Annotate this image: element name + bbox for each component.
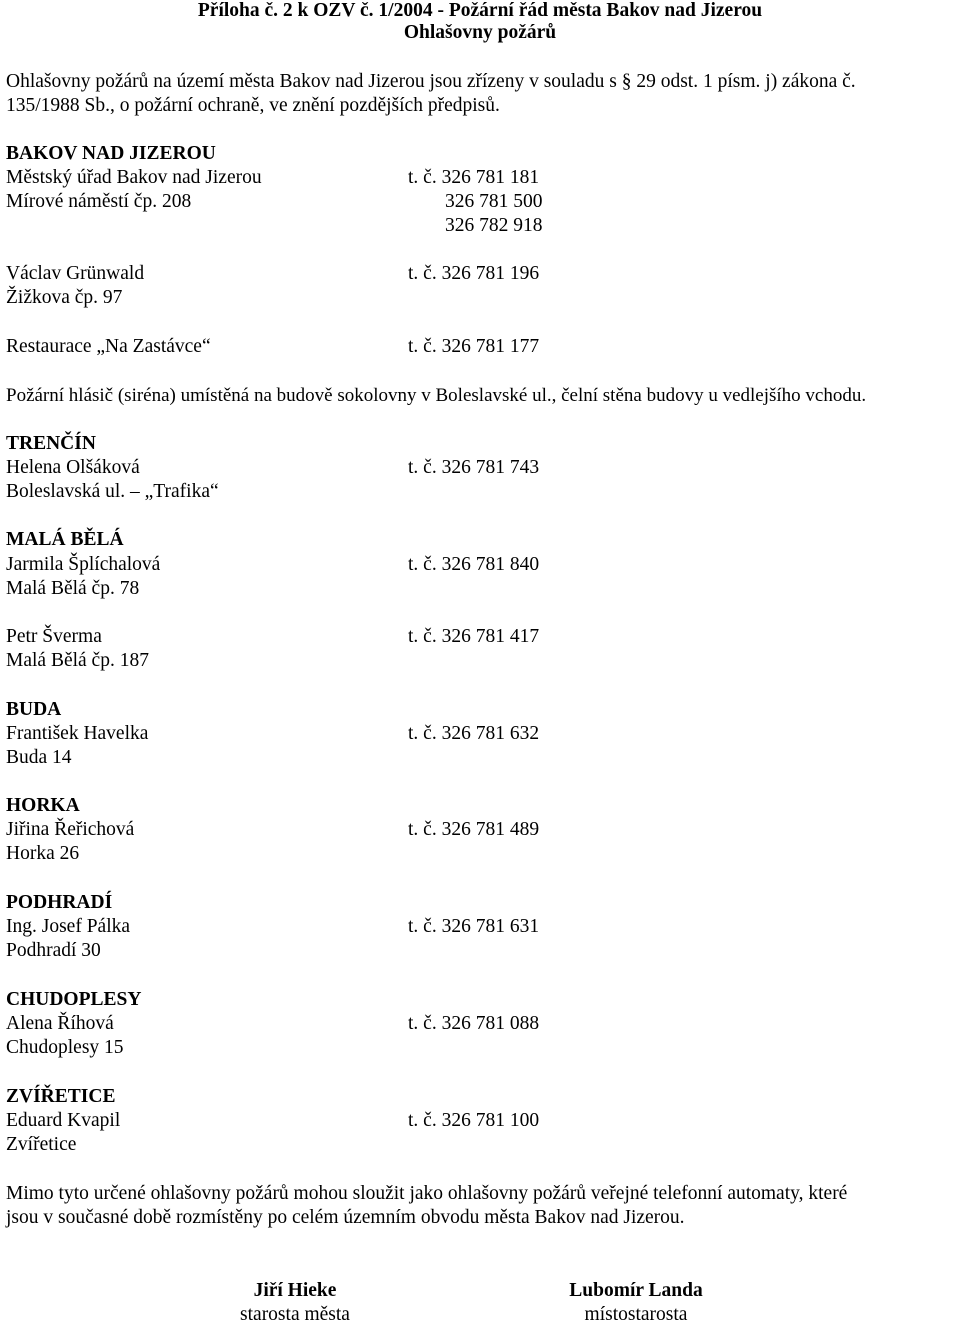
contact-phone: t. č. 326 781 743 xyxy=(408,457,540,478)
office-address: Mírové náměstí čp. 208 xyxy=(6,191,192,212)
contact-address: Horka 26 xyxy=(6,843,80,864)
document-title: Příloha č. 2 k OZV č. 1/2004 - Požární řád města Bakov nad Jizerou xyxy=(197,0,763,21)
contact-address: Zvířetice xyxy=(6,1134,77,1155)
section-heading-horka: HORKA xyxy=(6,795,80,816)
contact-name: František Havelka xyxy=(6,723,149,744)
contact-name: Jiřina Řeřichová xyxy=(6,819,135,840)
section-heading-buda: BUDA xyxy=(6,699,62,720)
contact-phone: t. č. 326 781 840 xyxy=(408,554,540,575)
section-heading-bakov: BAKOV NAD JIZEROU xyxy=(6,143,216,164)
contact-address: Malá Bělá čp. 187 xyxy=(6,650,149,671)
contact-phone: t. č. 326 781 417 xyxy=(408,626,540,647)
signature-left-name: Jiří Hieke xyxy=(253,1280,337,1301)
contact-name: Eduard Kvapil xyxy=(6,1110,121,1131)
contact-name: Ing. Josef Pálka xyxy=(6,916,131,937)
contact-phone: t. č. 326 781 100 xyxy=(408,1110,540,1131)
contact-address: Buda 14 xyxy=(6,747,72,768)
contact-address: Boleslavská ul. – „Trafika“ xyxy=(6,481,219,502)
contact-name: Jarmila Šplíchalová xyxy=(6,554,161,575)
signature-left-role: starosta města xyxy=(240,1304,350,1325)
signature-right-name: Lubomír Landa xyxy=(569,1280,703,1301)
section-heading-trencin: TRENČÍN xyxy=(6,433,96,454)
office-name: Městský úřad Bakov nad Jizerou xyxy=(6,167,262,188)
signature-right-role: místostarosta xyxy=(584,1304,688,1325)
contact-address: Podhradí 30 xyxy=(6,940,101,961)
contact-name: Petr Šverma xyxy=(6,626,102,647)
closing-line-1: Mimo tyto určené ohlašovny požárů mohou sloužit jako ohlašovny požárů veřejné telefonní automaty, které xyxy=(6,1183,848,1204)
intro-line-2: 135/1988 Sb., o požární ochraně, ve znění pozdějších předpisů. xyxy=(6,95,500,116)
section-heading-zviretice: ZVÍŘETICE xyxy=(6,1086,116,1107)
office-phone: t. č. 326 781 181 xyxy=(408,167,540,188)
office-phone-3: 326 782 918 xyxy=(445,215,543,236)
section-heading-mala-bela: MALÁ BĚLÁ xyxy=(6,529,124,550)
section-heading-chudoplesy: CHUDOPLESY xyxy=(6,989,142,1010)
contact-address: Malá Bělá čp. 78 xyxy=(6,578,140,599)
restaurant-name: Restaurace „Na Zastávce“ xyxy=(6,336,211,357)
office-phone-2: 326 781 500 xyxy=(445,191,543,212)
person-name: Václav Grünwald xyxy=(6,263,145,284)
section-heading-podhradi: PODHRADÍ xyxy=(6,892,113,913)
contact-phone: t. č. 326 781 631 xyxy=(408,916,540,937)
closing-line-2: jsou v současné době rozmístěny po celém územním obvodu města Bakov nad Jizerou. xyxy=(6,1207,685,1228)
document-subtitle: Ohlašovny požárů xyxy=(403,22,557,43)
siren-note: Požární hlásič (siréna) umístěná na budově sokolovny v Boleslavské ul., čelní stěna budovy u vedlejšího vchodu. xyxy=(6,385,867,406)
contact-phone: t. č. 326 781 632 xyxy=(408,723,540,744)
intro-line-1: Ohlašovny požárů na území města Bakov nad Jizerou jsou zřízeny v souladu s § 29 odst. 1 písm. j) zákona č. xyxy=(6,71,856,92)
contact-phone: t. č. 326 781 088 xyxy=(408,1013,540,1034)
contact-address: Chudoplesy 15 xyxy=(6,1037,124,1058)
person-address: Žižkova čp. 97 xyxy=(6,287,123,308)
restaurant-phone: t. č. 326 781 177 xyxy=(408,336,540,357)
person-phone: t. č. 326 781 196 xyxy=(408,263,540,284)
contact-name: Helena Olšáková xyxy=(6,457,140,478)
contact-name: Alena Říhová xyxy=(6,1013,114,1034)
contact-phone: t. č. 326 781 489 xyxy=(408,819,540,840)
